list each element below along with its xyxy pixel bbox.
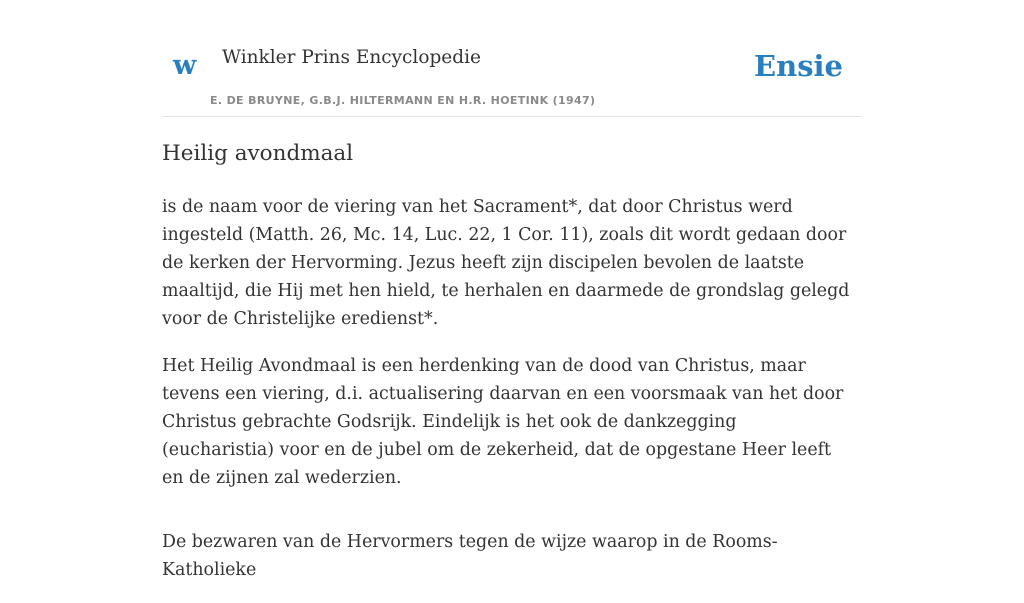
article — [162, 138, 852, 603]
article-paragraph: De bezwaren van de Hervormers tegen de wijze waarop in de Rooms-Katholieke — [162, 532, 778, 580]
winkler-prins-logo[interactable]: w — [173, 50, 197, 81]
site-header — [162, 0, 862, 117]
ensie-logo[interactable]: Ensie — [754, 49, 843, 83]
site-title[interactable]: Winkler Prins Encyclopedie — [222, 47, 481, 68]
article-paragraph: Het Heilig Avondmaal is een herdenking van de dood van Christus, maar tevens een viering, d.i. actualisering daarvan en een voorsmaak van het door Christus gebrachte Godsrijk. Eindelijk is het ook de dankzegging (eucharistia) voor en de jubel om de zekerheid, dat de opgestane Heer leeft en de zijnen zal wederzien. — [162, 356, 844, 488]
authors-line: E. DE BRUYNE, G.B.J. HILTERMANN EN H.R. HOETINK (1947) — [210, 94, 596, 107]
article-title: Heilig avondmaal — [162, 141, 354, 166]
article-paragraph: is de naam voor de viering van het Sacrament*, dat door Christus werd ingesteld (Matth. 26, Mc. 14, Luc. 22, 1 Cor. 11), zoals dit wordt gedaan door de kerken der Hervorming. Jezus heeft zijn discipelen bevolen de laatste maaltijd, die Hij met hen hield, te herhalen en daarmede de grondslag gelegd voor de Christelijke eredienst*. — [162, 197, 850, 329]
